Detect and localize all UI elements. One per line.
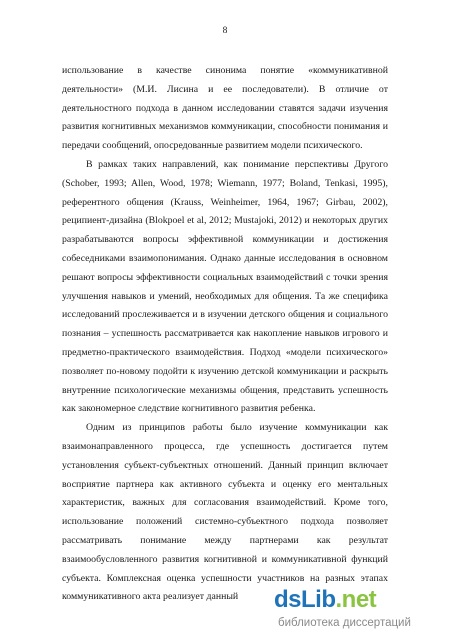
text-line: восприятие партнера как активного субъекта и оценку его ментальных	[62, 478, 388, 490]
text-line: решают вопросы эффективности социальных взаимодействий с точки зрения	[62, 271, 388, 283]
body-text	[62, 62, 388, 607]
logo-accent: .net	[335, 586, 377, 613]
watermark-subtitle: библиотека диссертаций	[278, 617, 411, 629]
text-line: разрабатываются вопросы эффективной коммуникации и достижения	[62, 234, 388, 246]
text-line: коммуникативного акта реализует данный	[62, 591, 239, 603]
text-line: установления субъект-субъектных отношений. Данный принцип включает	[62, 459, 388, 471]
text-line: (Schober, 1993; Allen, Wood, 1978; Wiemann, 1977; Boland, Tenkasi, 1995),	[62, 177, 388, 189]
text-line: предметно-практического взаимодействия. Подход «модели психического»	[62, 346, 388, 358]
text-line: деятельностного подхода в данном исследовании ставятся задачи изучения	[62, 102, 388, 114]
logo-main: dsLib	[274, 586, 336, 613]
text-line: референтного общения (Krauss, Weinheimer, 1964, 1967; Girbau, 2002),	[62, 196, 388, 208]
text-line: использование в качестве синонима понятие «коммуникативной	[62, 65, 388, 76]
text-line: развития когнитивных механизмов коммуникации, способности понимания и	[62, 121, 388, 133]
text-line: взаимонаправленного процесса, где успешность достигается путем	[62, 440, 388, 452]
text-line: В рамках таких направлений, как понимание перспективы Другого	[86, 158, 388, 170]
watermark-logo[interactable]	[274, 586, 376, 614]
text-line: передачи сообщений, опосредованные развитием модели психического.	[62, 140, 363, 152]
text-line: собеседниками взаимопонимания. Однако данные исследования в основном	[62, 252, 388, 264]
text-line: как закономерное следствие когнитивного развития ребенка.	[62, 403, 316, 415]
text-line: реципиент-дизайна (Blokpoel et al, 2012; Mustajoki, 2012) и некоторых других	[62, 215, 388, 227]
text-line: улучшения навыков и умений, необходимых для общения. Та же специфика	[62, 290, 388, 302]
text-line: исследований прослеживается и в изучении детского общения и социального	[62, 309, 388, 321]
text-line: позволяет по-новому подойти к изучению детской коммуникации и раскрыть	[62, 365, 388, 377]
text-line: взаимообусловленного развития когнитивной и коммуникативной функций	[62, 553, 388, 565]
text-line: субъекта. Комплексная оценка успешности участников на разных этапах	[62, 572, 388, 584]
text-line: деятельности» (М.И. Лисина и ее последователи). В отличие от	[62, 83, 388, 95]
page-number: 8	[222, 26, 228, 36]
text-line: использование положений системно-субъектного подхода позволяет	[62, 516, 388, 528]
text-line: характеристик, важных для согласования взаимодействий. Кроме того,	[62, 497, 388, 509]
text-line: рассматривать понимание между партнерами как результат	[62, 534, 388, 546]
text-line: Одним из принципов работы было изучение коммуникации как	[86, 422, 388, 434]
text-line: внутренние психологические механизмы общения, представить успешность	[62, 384, 388, 396]
watermark-banner[interactable]	[262, 584, 450, 637]
text-line: познания – успешность рассматривается как накопление навыков игрового и	[62, 328, 388, 340]
